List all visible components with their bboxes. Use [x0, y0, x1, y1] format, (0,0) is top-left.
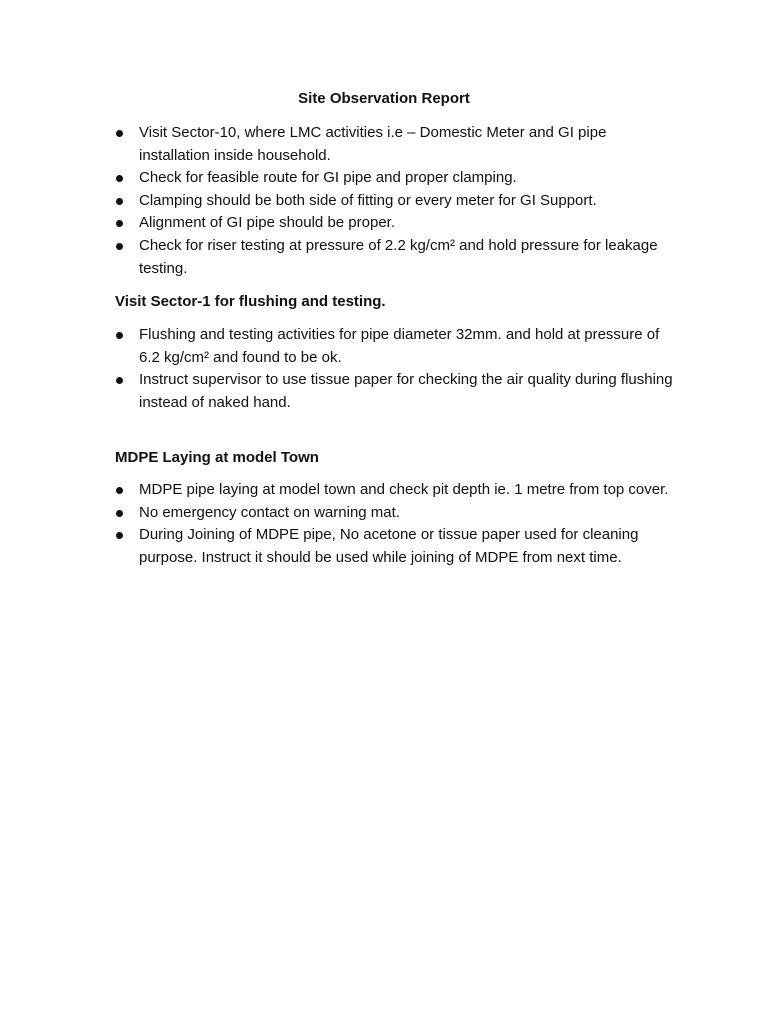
page-title: Site Observation Report — [298, 90, 470, 107]
list-item — [115, 369, 675, 414]
section-heading-sector-1: Visit Sector-1 for flushing and testing. — [115, 293, 386, 310]
observation-list-sector-1 — [115, 324, 675, 414]
observation-list-sector-10 — [115, 122, 675, 280]
list-item — [115, 235, 675, 280]
list-item-text: Flushing and testing activities for pipe diameter 32mm. and hold at pressure of 6.2 kg/cm² and found to be ok. — [139, 326, 660, 366]
bullet-icon — [116, 332, 123, 339]
list-item — [115, 479, 675, 502]
bullet-icon — [116, 510, 123, 517]
list-item — [115, 324, 675, 369]
list-item — [115, 122, 675, 167]
list-item-text: Clamping should be both side of fitting or every meter for GI Support. — [139, 191, 597, 209]
list-item-text: No emergency contact on warning mat. — [139, 503, 400, 521]
bullet-icon — [116, 198, 123, 205]
bullet-icon — [116, 175, 123, 182]
list-item — [115, 212, 675, 235]
bullet-icon — [116, 220, 123, 227]
list-item — [115, 524, 675, 569]
bullet-icon — [116, 532, 123, 539]
list-item-text: Instruct supervisor to use tissue paper for checking the air quality during flushing instead of naked hand. — [139, 371, 673, 411]
list-item-text: MDPE pipe laying at model town and check pit depth ie. 1 metre from top cover. — [139, 481, 669, 498]
bullet-icon — [116, 487, 123, 494]
list-item-text: Check for feasible route for GI pipe and proper clamping. — [139, 169, 517, 187]
observation-list-mdpe — [115, 479, 675, 569]
list-item-text: Alignment of GI pipe should be proper. — [139, 214, 395, 232]
list-item-text: During Joining of MDPE pipe, No acetone or tissue paper used for cleaning purpose. Instruct it should be used while joining of MDPE from next time. — [139, 526, 639, 566]
list-item-text: Visit Sector-10, where LMC activities i.e – Domestic Meter and GI pipe installation inside household. — [139, 124, 607, 164]
list-item — [115, 167, 675, 190]
section-heading-mdpe: MDPE Laying at model Town — [115, 449, 319, 466]
list-item — [115, 502, 675, 525]
bullet-icon — [116, 377, 123, 384]
bullet-icon — [116, 243, 123, 250]
list-item — [115, 190, 675, 213]
list-item-text: Check for riser testing at pressure of 2.2 kg/cm² and hold pressure for leakage testing. — [139, 236, 658, 277]
bullet-icon — [116, 130, 123, 137]
